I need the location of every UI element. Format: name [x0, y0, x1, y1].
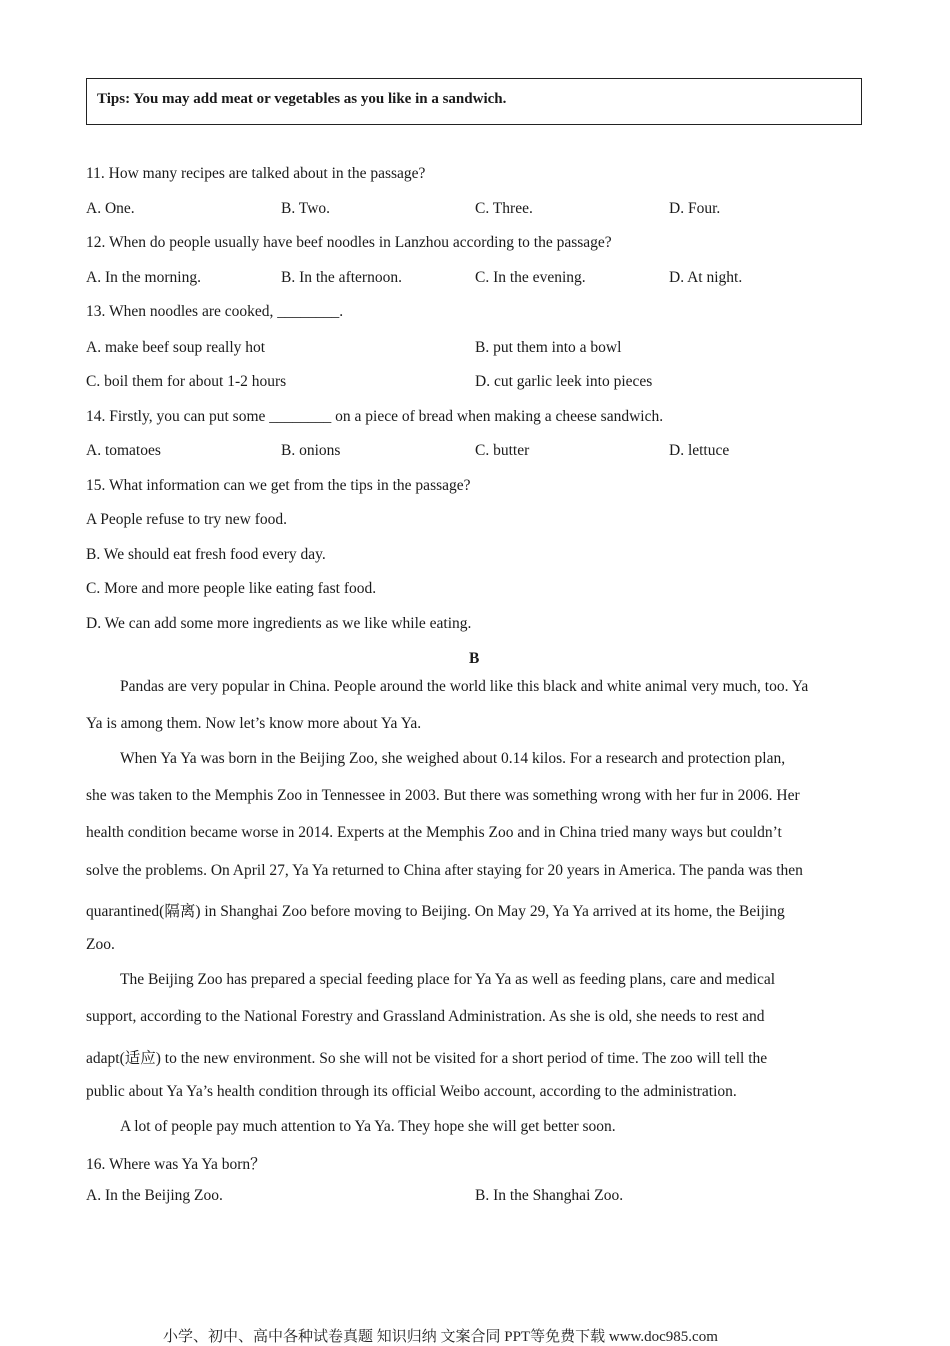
question-15-option-d: D. We can add some more ingredients as we like while eating. [86, 615, 472, 632]
section-b-heading: B [469, 650, 480, 667]
question-15-option-b: B. We should eat fresh food every day. [86, 546, 326, 563]
question-12-option-d: D. At night. [669, 269, 743, 286]
question-11-option-b: B. Two. [281, 200, 331, 217]
question-11-option-d: D. Four. [669, 200, 721, 217]
question-13-option-c: C. boil them for about 1-2 hours [86, 373, 287, 390]
passage-line: quarantined(隔离) in Shanghai Zoo before moving to Beijing. On May 29, Ya Ya arrived at its home, the Beijing [86, 903, 785, 920]
question-13-option-a: A. make beef soup really hot [86, 339, 266, 356]
question-14-stem: 14. Firstly, you can put some ________ on a piece of bread when making a cheese sandwich. [86, 408, 664, 425]
footer-text: 小学、初中、高中各种试卷真题 知识归纳 文案合同 PPT等免费下载 www.doc985.com [163, 1329, 718, 1345]
passage-line: support, according to the National Forestry and Grassland Administration. As she is old, she needs to rest and [86, 1008, 765, 1025]
passage-line: Ya is among them. Now let’s know more about Ya Ya. [86, 715, 422, 732]
passage-line: solve the problems. On April 27, Ya Ya returned to China after staying for 20 years in America. The panda was then [86, 862, 803, 879]
passage-line: Pandas are very popular in China. People around the world like this black and white animal very much, too. Ya [120, 678, 809, 695]
question-11-option-a: A. One. [86, 200, 135, 217]
passage-line: she was taken to the Memphis Zoo in Tennessee in 2003. But there was something wrong with her fur in 2006. Her [86, 787, 800, 804]
question-11-stem: 11. How many recipes are talked about in the passage? [86, 165, 426, 182]
passage-line: adapt(适应) to the new environment. So she will not be visited for a short period of time. The zoo will tell the [86, 1050, 768, 1067]
question-14-option-a: A. tomatoes [86, 442, 161, 459]
question-14-option-d: D. lettuce [669, 442, 730, 459]
question-12-option-c: C. In the evening. [475, 269, 586, 286]
passage-line: health condition became worse in 2014. Experts at the Memphis Zoo and in China tried many ways but couldn’t [86, 824, 782, 841]
passage-line: public about Ya Ya’s health condition through its official Weibo account, according to the administration. [86, 1083, 737, 1100]
question-13-stem: 13. When noodles are cooked, ________. [86, 303, 344, 320]
question-11-option-c: C. Three. [475, 200, 533, 217]
question-13-option-b: B. put them into a bowl [475, 339, 622, 356]
tips-text: Tips: You may add meat or vegetables as you like in a sandwich. [97, 91, 507, 107]
question-14-option-b: B. onions [281, 442, 341, 459]
passage-line: A lot of people pay much attention to Ya Ya. They hope she will get better soon. [120, 1118, 616, 1135]
question-15-option-c: C. More and more people like eating fast food. [86, 580, 377, 597]
question-12-stem: 12. When do people usually have beef noodles in Lanzhou according to the passage? [86, 234, 612, 251]
question-12-option-b: B. In the afternoon. [281, 269, 402, 286]
passage-line: The Beijing Zoo has prepared a special feeding place for Ya Ya as well as feeding plans, care and medical [120, 971, 776, 988]
question-14-option-c: C. butter [475, 442, 530, 459]
passage-line: Zoo. [86, 936, 115, 953]
question-12-option-a: A. In the morning. [86, 269, 201, 286]
question-16-option-b: B. In the Shanghai Zoo. [475, 1187, 624, 1204]
passage-line: When Ya Ya was born in the Beijing Zoo, she weighed about 0.14 kilos. For a research and protection plan, [120, 750, 786, 767]
question-15-stem: 15. What information can we get from the tips in the passage? [86, 477, 471, 494]
question-16-option-a: A. In the Beijing Zoo. [86, 1187, 223, 1204]
question-16-stem: 16. Where was Ya Ya born？ [86, 1156, 266, 1173]
question-15-option-a: A People refuse to try new food. [86, 511, 288, 528]
question-13-option-d: D. cut garlic leek into pieces [475, 373, 653, 390]
tips-box [86, 78, 862, 125]
